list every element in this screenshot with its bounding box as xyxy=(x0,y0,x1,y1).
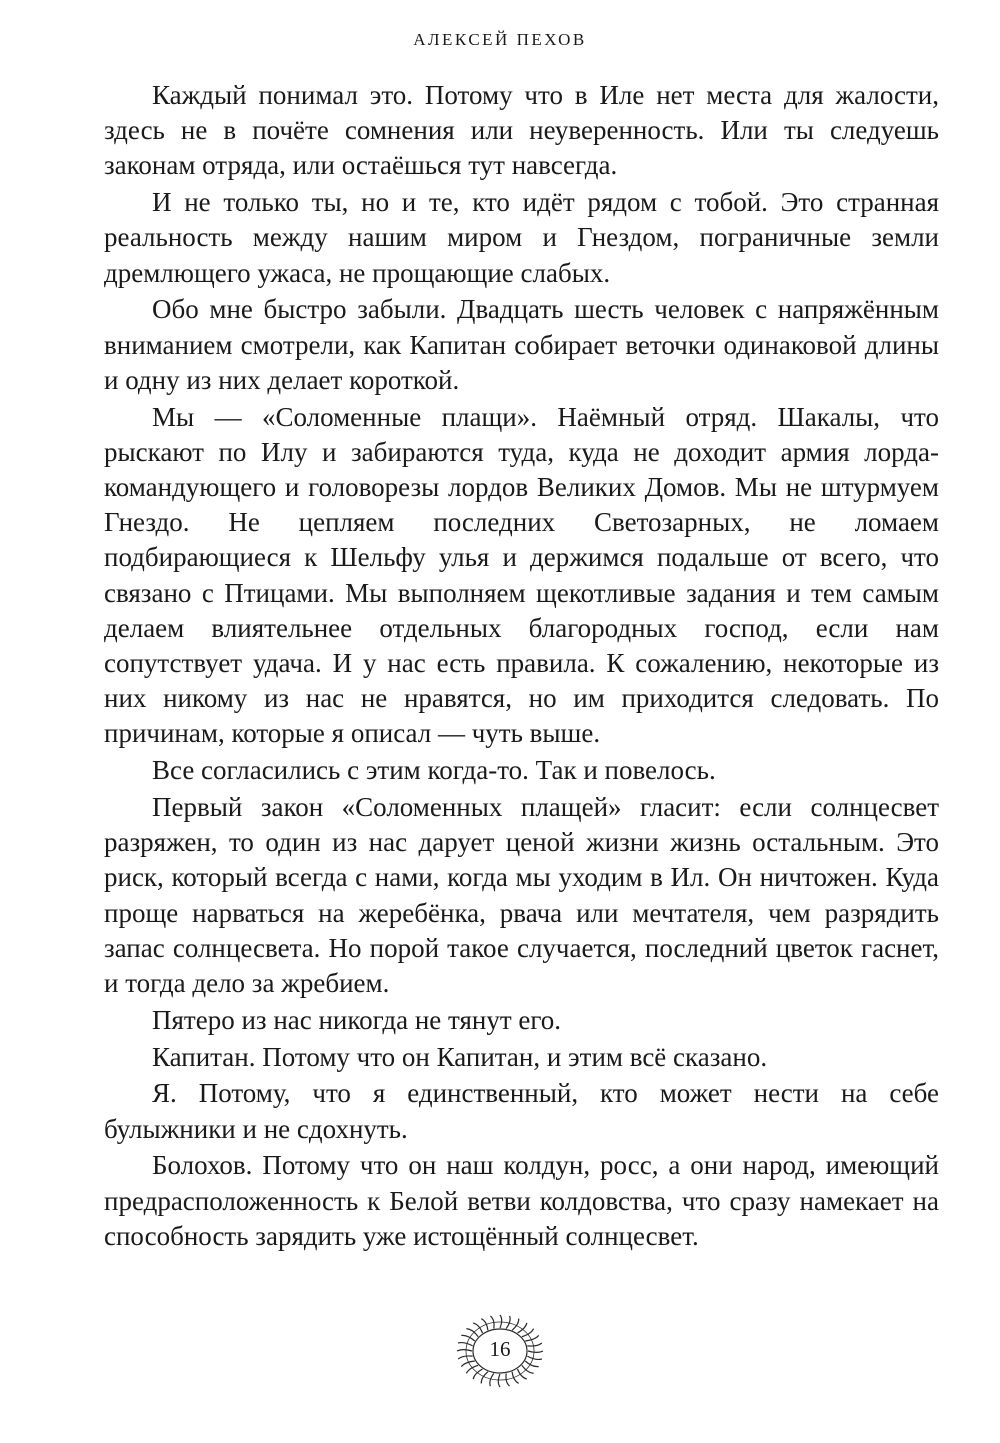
ornament-petal xyxy=(498,1374,500,1387)
ornament-petal xyxy=(500,1315,502,1328)
ornament-petal xyxy=(481,1319,488,1331)
paragraph: Пятеро из нас никогда не тянут его. xyxy=(152,1004,562,1035)
page-number-ornament xyxy=(455,1313,545,1389)
page-number: 16 xyxy=(489,1337,511,1361)
body-text xyxy=(104,78,939,1256)
paragraph: И не только ты, но и те, кто идёт рядом с тобой. Это странная реальность между нашим миром и Гнездом, пограничные земли дремлющего ужаса, не прощающие слабых. xyxy=(104,187,939,288)
paragraph: Все согласились с этим когда-то. Так и повелось. xyxy=(152,755,716,786)
running-head: АЛЕКСЕЙ ПЕХОВ xyxy=(413,30,587,49)
paragraph: Болохов. Потому что он наш колдун, росс, а они народ, имеющий предрасположенность к Белой ветви колдовства, что сразу намекает на способность зарядить уже истощённый солнцесвет. xyxy=(104,1150,939,1251)
paragraph: Я. Потому, что я единственный, кто может нести на себе булыжники и не сдохнуть. xyxy=(104,1078,939,1144)
paragraph: Мы — «Соломенные плащи». Наёмный отряд. Шакалы, что рыскают по Илу и забираются туда, куда не доходит армия лорда-командующего и головорезы лордов Великих Домов. Мы не штурмуем Гнездо. Не цепляем последних Светозарных, не ломаем подбирающиеся к Шельфу улья и держимся подальше от всего, что связано с Птицами. Мы выполняем щекотливые задания и тем самым делаем влиятельнее отдельных благородных господ, если нам сопутствует удача. И у нас есть правила. К сожалению, некоторые из них никому из нас не нравятся, но им приходится следовать. По причинам, которые я описал — чуть выше. xyxy=(104,401,939,749)
ornament-petal xyxy=(490,1316,494,1329)
paragraph: Капитан. Потому что он Капитан, и этим всё сказано. xyxy=(152,1041,768,1072)
ornament-petal xyxy=(506,1373,510,1386)
ornament-petal xyxy=(512,1372,519,1384)
paragraph: Обо мне быстро забыли. Двадцать шесть человек с напряжённым вниманием смотрели, как Капитан собирает веточки одинаковой длины и одну из них делает короткой. xyxy=(104,294,939,395)
paragraph: Каждый понимал это. Потому что в Иле нет места для жалости, здесь не в почёте сомнения или неуверенность. Или ты следуешь законам отряда, или остаёшься тут навсегда. xyxy=(104,80,939,181)
paragraph: Первый закон «Соломенных плащей» гласит: если солнцесвет разряжен, то один из нас дарует ценой жизни жизнь остальным. Это риск, который всегда с нами, когда мы уходим в Ил. Он ничтожен. Куда проще нарваться на жеребёнка, рвача или мечтателя, чем разрядить запас солнцесвета. Но порой такое случается, последний цветок гаснет, и тогда дело за жребием. xyxy=(104,792,939,999)
